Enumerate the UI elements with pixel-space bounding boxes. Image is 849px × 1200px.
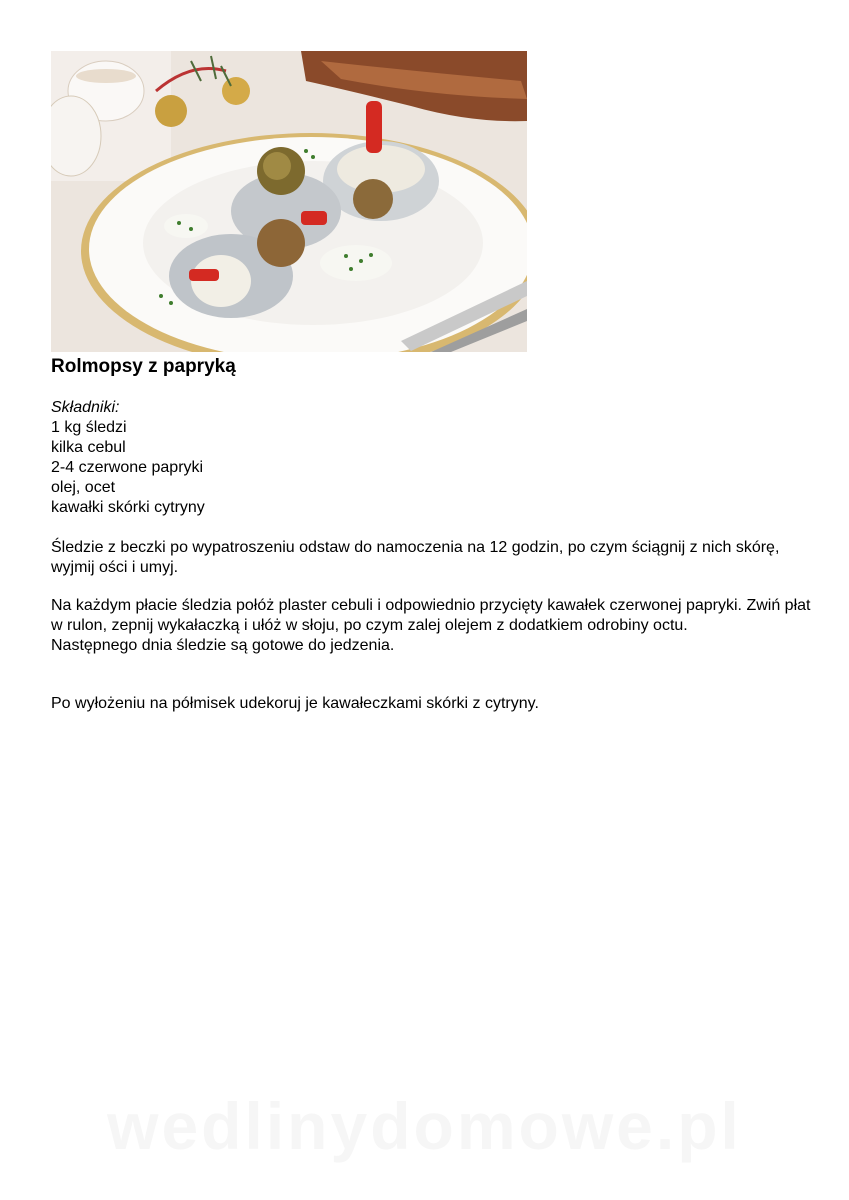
recipe-title: Rolmopsy z papryką — [51, 356, 236, 377]
ingredients-list — [51, 398, 811, 518]
ingredient-item: olej, ocet — [51, 479, 116, 496]
herring-rolls-plate-illustration — [51, 51, 527, 352]
instruction-line: Następnego dnia śledzie są gotowe do jedzenia. — [51, 637, 395, 654]
instruction-line: Na każdym płacie śledzia połóż plaster cebuli i odpowiednio przycięty kawałek czerwonej papryki. Zwiń płat w rulon, zepnij wykałaczką i ułóż w słoju, po czym zalej olejem z dodatkiem odrobiny octu. — [51, 597, 811, 634]
instruction-paragraph-3: Po wyłożeniu na półmisek udekoruj je kawałeczkami skórki z cytryny. — [51, 695, 539, 712]
ingredient-item: 2-4 czerwone papryki — [51, 459, 204, 476]
instruction-paragraph-1: Śledzie z beczki po wypatroszeniu odstaw do namoczenia na 12 godzin, po czym ściągnij z nich skórę, wyjmij ości i umyj. — [51, 539, 780, 576]
watermark: wedlinydomowe.pl — [107, 1089, 742, 1163]
recipe-photo — [51, 51, 527, 352]
ingredient-item: kawałki skórki cytryny — [51, 499, 205, 516]
ingredient-item: 1 kg śledzi — [51, 419, 127, 436]
ingredients-label: Składniki: — [51, 399, 120, 416]
instruction-paragraph-2 — [51, 596, 811, 656]
ingredient-item: kilka cebul — [51, 439, 126, 456]
